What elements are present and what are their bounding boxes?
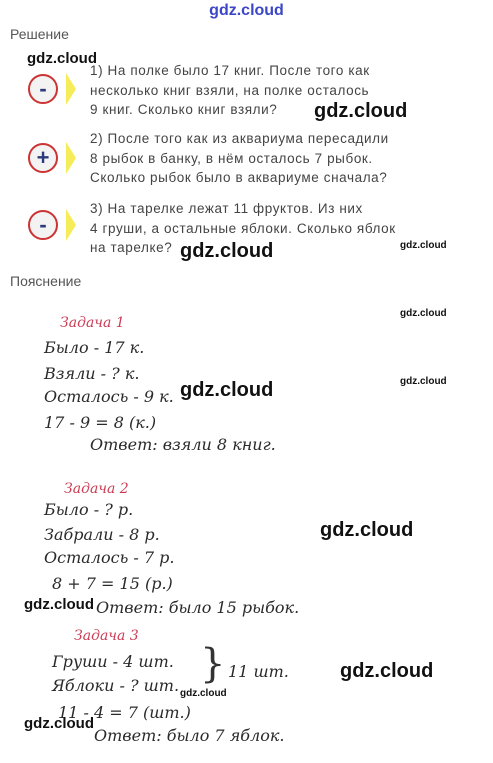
watermark: gdz.cloud <box>27 50 97 67</box>
note-line: Забрали - 8 р. <box>44 525 160 544</box>
note-total: 11 шт. <box>228 662 289 681</box>
note-line: Осталось - 7 р. <box>44 548 175 567</box>
solution-heading: Решение <box>10 26 69 42</box>
note-line: Взяли - ? к. <box>44 364 140 383</box>
watermark: gdz.cloud <box>400 240 447 251</box>
note-line: Было - ? р. <box>44 500 134 519</box>
highlight-mark <box>66 142 76 174</box>
minus-sign-icon: - <box>28 74 58 104</box>
watermark: gdz.cloud <box>24 596 94 613</box>
watermark: gdz.cloud <box>180 240 274 262</box>
watermark: gdz.cloud <box>340 660 434 682</box>
minus-sign-icon: - <box>28 210 58 240</box>
task-1-text: 1) На полке было 17 книг. После того как несколько книг взяли, на полке осталось 9 книг. Сколько книг взяли? <box>90 63 370 117</box>
note-line: Было - 17 к. <box>44 338 145 357</box>
note-answer: Ответ: взяли 8 книг. <box>90 435 276 454</box>
explanation-heading: Пояснение <box>10 273 82 289</box>
note-equation: 8 + 7 = 15 (р.) <box>52 574 173 593</box>
note-line: Груши - 4 шт. <box>52 652 174 671</box>
note-equation: 11 - 4 = 7 (шт.) <box>58 703 191 722</box>
note-answer: Ответ: было 7 яблок. <box>94 726 285 745</box>
watermark: gdz.cloud <box>320 519 414 541</box>
watermark: gdz.cloud <box>24 715 94 732</box>
brace-icon: } <box>200 641 226 687</box>
note-2-title: Задача 2 <box>64 481 129 497</box>
highlight-mark <box>66 209 76 241</box>
watermark: gdz.cloud <box>400 308 447 319</box>
watermark: gdz.cloud <box>180 379 274 401</box>
task-2-text: 2) После того как из аквариума пересадили 8 рыбок в банку, в нём осталось 7 рыбок. Сколько рыбок было в аквариуме сначала? <box>90 131 389 185</box>
note-1-title: Задача 1 <box>60 315 125 331</box>
watermark: gdz.cloud <box>400 376 447 387</box>
note-equation: 17 - 9 = 8 (к.) <box>44 413 157 432</box>
note-answer: Ответ: было 15 рыбок. <box>96 598 300 617</box>
note-3-title: Задача 3 <box>74 628 139 644</box>
plus-sign-icon: + <box>28 143 58 173</box>
site-brand[interactable]: gdz.cloud <box>209 2 284 19</box>
watermark: gdz.cloud <box>180 688 227 699</box>
highlight-mark <box>66 73 76 105</box>
note-line: Яблоки - ? шт. <box>52 676 180 695</box>
task-3-text: 3) На тарелке лежат 11 фруктов. Из них 4 груши, а остальные яблоки. Сколько яблок на тарелке? <box>90 201 396 255</box>
watermark: gdz.cloud <box>314 100 408 122</box>
note-line: Осталось - 9 к. <box>44 387 174 406</box>
